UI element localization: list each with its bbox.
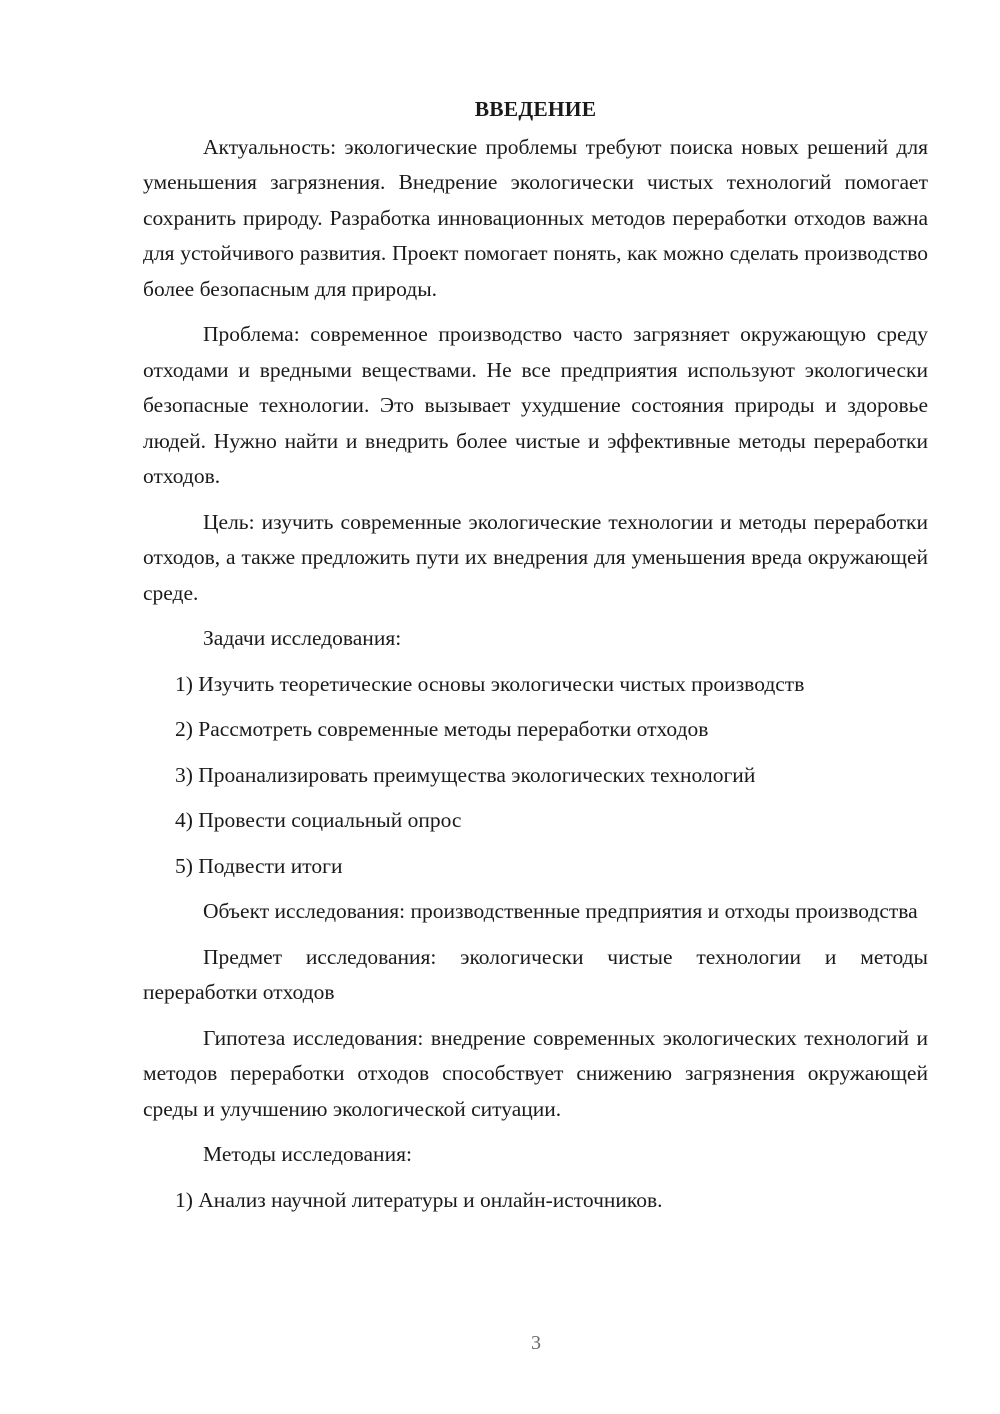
relevance-paragraph: Актуальность: экологические проблемы требуют поиска новых решений для уменьшения загрязнения. Внедрение экологически чистых технологий помогает сохранить природу. Разработка инновационных методов переработки отходов важна для устойчивого развития. Проект помогает понять, как можно сделать производство более безопасным для природы.: [143, 134, 928, 301]
tasks-list: [143, 667, 928, 885]
methods-list: [143, 1183, 928, 1219]
tasks-heading: Задачи исследования:: [203, 626, 402, 650]
list-item: 1) Изучить теоретические основы экологически чистых производств: [175, 671, 805, 696]
goal-paragraph: Цель: изучить современные экологические технологии и методы переработки отходов, а также предложить пути их внедрения для уменьшения вреда окружающей среде.: [143, 509, 928, 605]
list-item: 1) Анализ научной литературы и онлайн-источников.: [175, 1187, 663, 1212]
methods-heading: Методы исследования:: [203, 1142, 412, 1166]
problem-paragraph: Проблема: современное производство часто загрязняет окружающую среду отходами и вредными веществами. Не все предприятия используют экологически безопасные технологии. Это вызывает ухудшение состояния природы и здоровье людей. Нужно найти и внедрить более чистые и эффективные методы переработки отходов.: [143, 322, 928, 488]
list-item: 3) Проанализировать преимущества экологических технологий: [175, 762, 756, 787]
object-paragraph: Объект исследования: производственные предприятия и отходы производства: [203, 899, 918, 923]
list-item: 2) Рассмотреть современные методы переработки отходов: [175, 717, 709, 741]
list-item: 4) Провести социальный опрос: [175, 808, 462, 832]
list-item: 5) Подвести итоги: [175, 853, 343, 878]
hypothesis-paragraph: Гипотеза исследования: внедрение современных экологических технологий и методов переработки отходов способствует снижению загрязнения окружающей среды и улучшению экологической ситуации.: [143, 1025, 928, 1121]
document-page: [143, 92, 928, 1228]
subject-paragraph: Предмет исследования: экологически чистые технологии и методы переработки отходов: [143, 944, 928, 1004]
page-number: 3: [531, 1332, 541, 1354]
section-title: ВВЕДЕНИЕ: [474, 97, 597, 121]
